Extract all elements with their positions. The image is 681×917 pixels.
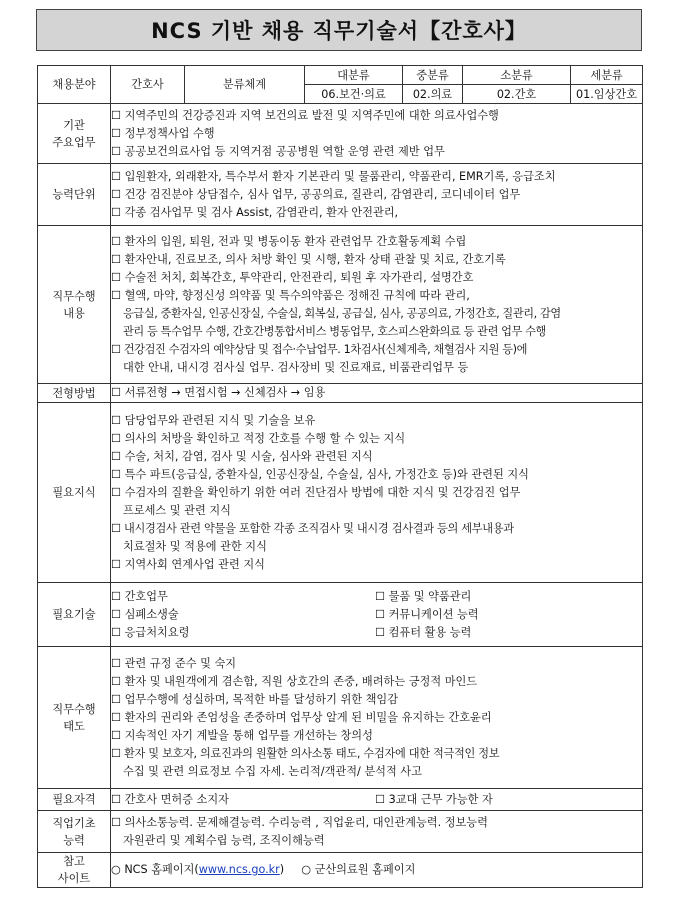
list-item: ☐ 환자의 권리와 존엄성을 존중하며 업무상 알게 된 비밀을 유지하는 간호윤리: [111, 710, 492, 724]
list-item: ☐ 수검자의 질환을 확인하기 위한 여러 진단검사 방법에 대한 지식 및 건강검진 업무: [111, 485, 521, 499]
list-item: ☐ 업무수행에 성실하며, 목적한 바를 달성하기 위한 책임감: [111, 692, 399, 706]
list-item: ☐ 각종 검사업무 및 검사 Assist, 감염관리, 환자 안전관리,: [111, 205, 399, 219]
list-item: ☐ 수술, 처치, 감염, 검사 및 시술, 심사와 관련된 지식: [111, 449, 373, 463]
list-item: ☐ 심폐소생술: [111, 607, 179, 621]
list-item: ☐ 환자 및 보호자, 의료진과의 원활한 의사소통 태도, 수검자에 대한 적극적인 정보: [111, 746, 500, 760]
selection-process-content: ☐ 서류전형 → 면접시험 → 신체검사 → 임용: [111, 384, 643, 403]
duty-attitude-label: 직무수행 태도: [38, 647, 111, 789]
classification-label: 분류체계: [185, 66, 305, 104]
ability-unit-label: 능력단위: [38, 164, 111, 226]
list-item-continuation: 응급실, 중환자실, 인공신장실, 수술실, 회복실, 공급실, 심사, 공공의료, 가정간호, 질관리, 감염: [123, 306, 561, 320]
list-item: ☐ 건강검진 수검자의 예약상담 및 접수·수납업무. 1차검사(신체계측, 채혈검사 지원 등)에: [111, 342, 527, 356]
field-label: 채용분야: [38, 66, 111, 104]
list-item: ☐ 지역사회 연계사업 관련 지식: [111, 557, 265, 571]
list-item-continuation: 수집 및 관련 의료정보 수집 자세. 논리적/객관적/ 분석적 사고: [123, 764, 422, 778]
ncs-homepage-suffix: ): [279, 863, 285, 876]
selection-process-label: 전형방법: [38, 384, 111, 403]
list-item: ☐ 입원환자, 외래환자, 특수부서 환자 기본관리 및 물품관리, 약품관리, EMR기록, 응급조치: [111, 169, 556, 183]
ncs-homepage-prefix: ○ NCS 홈페이지(: [111, 863, 199, 876]
detail-category-value: 01.임상간호: [571, 85, 643, 104]
list-item: ☐ 내시경검사 관련 약물을 포함한 각종 조직검사 및 내시경 검사결과 등의 세부내용과: [111, 521, 514, 535]
basic-abilities-label: 직업기초 능력: [38, 811, 111, 853]
duty-content-label: 직무수행 내용: [38, 226, 111, 384]
reference-sites-label: 참고 사이트: [38, 853, 111, 888]
org-duties-label: 기관 주요업무: [38, 104, 111, 164]
list-item: ☐ 혈액, 마약, 향정신성 의약품 및 특수의약품은 정해진 규칙에 따라 관리,: [111, 288, 470, 302]
org-duties-content: [111, 104, 643, 164]
list-item: ☐ 환자 및 내원객에게 겸손함, 직원 상호간의 존중, 배려하는 긍정적 마인드: [111, 674, 478, 688]
minor-category-label: 소분류: [463, 66, 571, 85]
list-item: ☐ 물품 및 약품관리: [375, 589, 472, 603]
list-item: ☐ 커뮤니케이션 능력: [375, 607, 479, 621]
list-item: ☐ 담당업무와 관련된 지식 및 기술을 보유: [111, 413, 316, 427]
list-item-continuation: 치료절차 및 적용에 관한 지식: [123, 539, 267, 553]
list-item: ☐ 간호업무: [111, 589, 168, 603]
required-qualification-label: 필요자격: [38, 789, 111, 811]
job-description-table: [37, 65, 643, 888]
list-item: ☐ 3교대 근무 가능한 자: [375, 792, 493, 806]
list-item: ☐ 수술전 처치, 회복간호, 투약관리, 안전관리, 퇴원 후 자가관리, 설명간호: [111, 270, 474, 284]
field-value: 간호사: [111, 66, 185, 104]
list-item: ☐ 간호사 면허증 소지자: [111, 792, 229, 806]
required-qualification-content: [111, 789, 643, 811]
list-item-continuation: 프로세스 및 관련 지식: [123, 503, 231, 517]
middle-category-label: 중분류: [403, 66, 463, 85]
basic-abilities-content: [111, 811, 643, 853]
page-title: NCS 기반 채용 직무기술서【간호사】: [36, 9, 642, 51]
list-item-continuation: 관리 등 특수업무 수행, 간호간병통합서비스 병동업무, 호스피스완화의료 등 관련 업무 수행: [123, 324, 546, 338]
required-skills-content: [111, 583, 643, 647]
major-category-value: 06.보건·의료: [305, 85, 403, 104]
list-item: ☐ 공공보건의료사업 등 지역거점 공공병원 역할 운영 관련 제반 업무: [111, 144, 445, 158]
detail-category-label: 세분류: [571, 66, 643, 85]
duty-content: [111, 226, 643, 384]
list-item: ☐ 의사소통능력. 문제해결능력. 수리능력 , 직업윤리, 대인관계능력. 정보능력: [111, 815, 488, 829]
reference-sites-content: [111, 853, 643, 888]
required-skills-label: 필요기술: [38, 583, 111, 647]
ability-unit-content: [111, 164, 643, 226]
list-item: ☐ 환자의 입원, 퇴원, 전과 및 병동이동 환자 관련업무 간호활동계획 수립: [111, 234, 467, 248]
list-item-continuation: 자원관리 및 계획수립 능력, 조직이해능력: [123, 833, 325, 847]
list-item: ☐ 관련 규정 준수 및 숙지: [111, 656, 237, 670]
list-item: ☐ 환자안내, 진료보조, 의사 처방 확인 및 시행, 환자 상태 관찰 및 치료, 간호기록: [111, 252, 506, 266]
list-item: ☐ 특수 파트(응급실, 중환자실, 인공신장실, 수술실, 심사, 가정간호 등)와 관련된 지식: [111, 467, 529, 481]
list-item: ☐ 건강 검진분야 상담접수, 심사 업무, 공공의료, 질관리, 감염관리, 코디네이터 업무: [111, 187, 521, 201]
list-item: ☐ 응급처치요령: [111, 625, 190, 639]
list-item: ☐ 의사의 처방을 확인하고 적정 간호를 수행 할 수 있는 지식: [111, 431, 406, 445]
list-item: ☐ 지속적인 자기 계발을 통해 업무를 개선하는 창의성: [111, 728, 373, 742]
list-item-continuation: 대한 안내, 내시경 검사실 업무. 검사장비 및 진료재료, 비품관리업무 등: [123, 360, 469, 374]
middle-category-value: 02.의료: [403, 85, 463, 104]
list-item: ☐ 컴퓨터 활용 능력: [375, 625, 472, 639]
gunsan-medical-homepage: ○ 군산의료원 홈페이지: [301, 863, 416, 876]
required-knowledge-content: [111, 403, 643, 583]
list-item: ☐ 지역주민의 건강증진과 지역 보건의료 발전 및 지역주민에 대한 의료사업수행: [111, 108, 499, 122]
list-item: ☐ 정부정책사업 수행: [111, 126, 215, 140]
required-knowledge-label: 필요지식: [38, 403, 111, 583]
ncs-homepage-link[interactable]: www.ncs.go.kr: [198, 863, 280, 876]
major-category-label: 대분류: [305, 66, 403, 85]
duty-attitude-content: [111, 647, 643, 789]
minor-category-value: 02.간호: [463, 85, 571, 104]
